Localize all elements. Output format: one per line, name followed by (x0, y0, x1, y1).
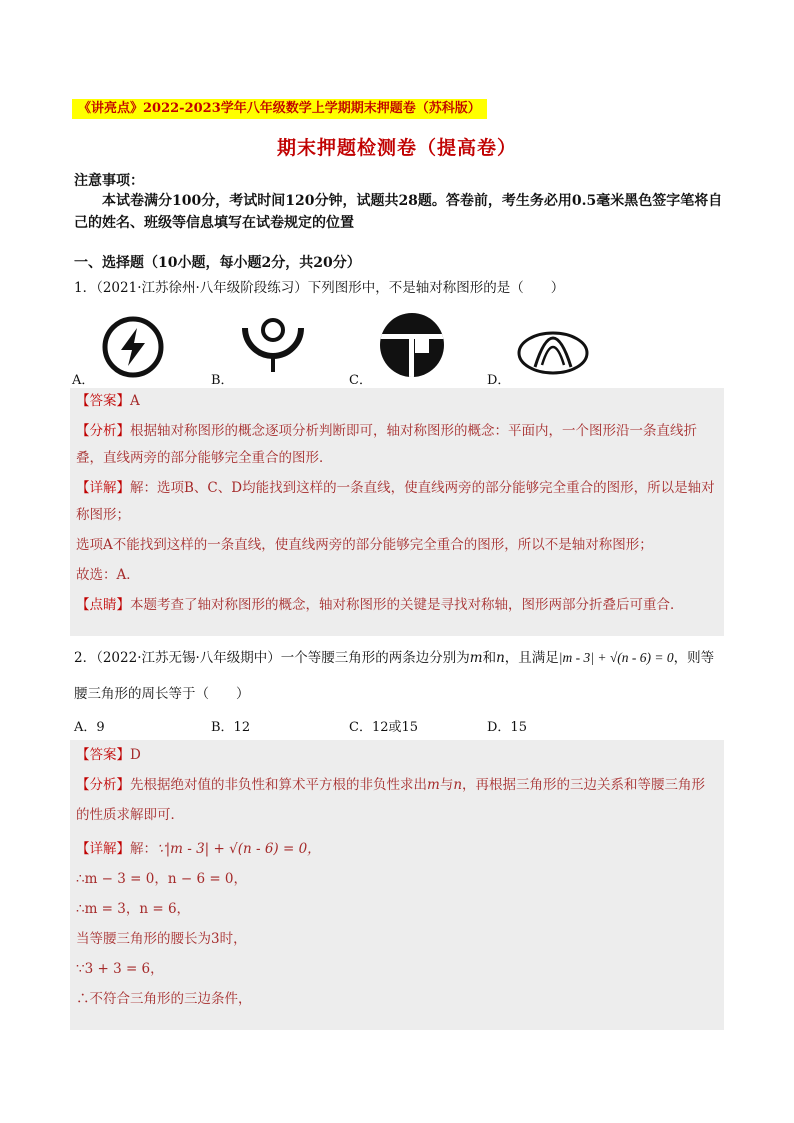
series-banner: 《讲亮点》2022-2023学年八年级数学上学期期末押题卷（苏科版） (72, 99, 487, 119)
q1-option-d: D． (487, 373, 511, 388)
q2-option-b: B．12 (211, 720, 251, 735)
q2-option-c: C．12或15 (349, 720, 419, 735)
q1-stem: 1．（2021·江苏徐州·八年级阶段练习）下列图形中，不是轴对称图形的是（ ） (74, 280, 565, 296)
q1-detail-2: 选项A不能找到这样的一条直线，使直线两旁的部分能够完全重合的图形，所以不是轴对称图形； (76, 537, 653, 553)
q1-option-a: A． (72, 373, 95, 388)
q1-option-b: B． (211, 373, 234, 388)
q2-option-a: A．9 (74, 720, 105, 735)
power-symbol-figure (101, 315, 165, 379)
q1-analysis: 【分析】根据轴对称图形的概念逐项分析判断即可，轴对称图形的概念：平面内，一个图形沿一条直线折叠，直线两旁的部分能够完全重合的图形． (76, 423, 697, 466)
q1-answer-line: 【答案】A (76, 393, 140, 409)
notice-body: 本试卷满分100分，考试时间120分钟，试题共28题。答卷前，考生务必用0.5毫米黑色签字笔将自己的姓名、班级等信息填写在试卷规定的位置 (74, 193, 723, 231)
section-title: 一、选择题（10小题，每小题2分，共20分） (74, 255, 361, 271)
q2-detail: 【详解】解：∵|m - 3| + √(n - 6) = 0， (76, 841, 321, 857)
arch-ellipse-figure (515, 317, 591, 377)
q2-step-6: ∴不符合三角形的三边条件， (76, 991, 252, 1007)
page-title: 期末押题检测卷（提高卷） (276, 137, 517, 159)
q2-step-4: 当等腰三角形的腰长为3时， (76, 931, 247, 947)
q2-step-3: ∴m = 3，n = 6， (76, 901, 191, 917)
q1-detail: 【详解】解：选项B、C、D均能找到这样的一条直线，使直线两旁的部分能够完全重合的图形，所以是轴对称图形； (76, 480, 715, 523)
q1-option-c: C． (349, 373, 372, 388)
q1-answer-block (70, 388, 724, 636)
q2-step-2: ∴m − 3 = 0，n − 6 = 0， (76, 871, 248, 887)
q2-condition: |m - 3| + √(n - 6) = 0 (558, 650, 674, 665)
q2-analysis: 【分析】先根据绝对值的非负性和算术平方根的非负性求出m与n，再根据三角形的三边关系和等腰三角形的性质求解即可． (76, 777, 706, 823)
split-circle-figure (379, 312, 445, 378)
q1-detail-3: 故选：A． (76, 567, 140, 583)
notice-heading: 注意事项： (74, 173, 144, 189)
ring-cup-figure (240, 314, 306, 376)
q1-comment: 【点睛】本题考查了轴对称图形的概念，轴对称图形的关键是寻找对称轴，图形两部分折叠后可重合． (76, 597, 684, 613)
q2-answer-block (70, 740, 724, 1030)
q2-option-d: D．15 (487, 720, 527, 735)
q2-answer-line: 【答案】D (76, 747, 141, 763)
q2-stem-cont: 腰三角形的周长等于（ ） (74, 686, 250, 702)
q2-step-5: ∵3 + 3 = 6， (76, 961, 164, 977)
q2-stem: 2．（2022·江苏无锡·八年级期中）一个等腰三角形的两条边分别为m和n，且满足|m - 3| + √(n - 6) = 0，则等 (74, 650, 715, 666)
